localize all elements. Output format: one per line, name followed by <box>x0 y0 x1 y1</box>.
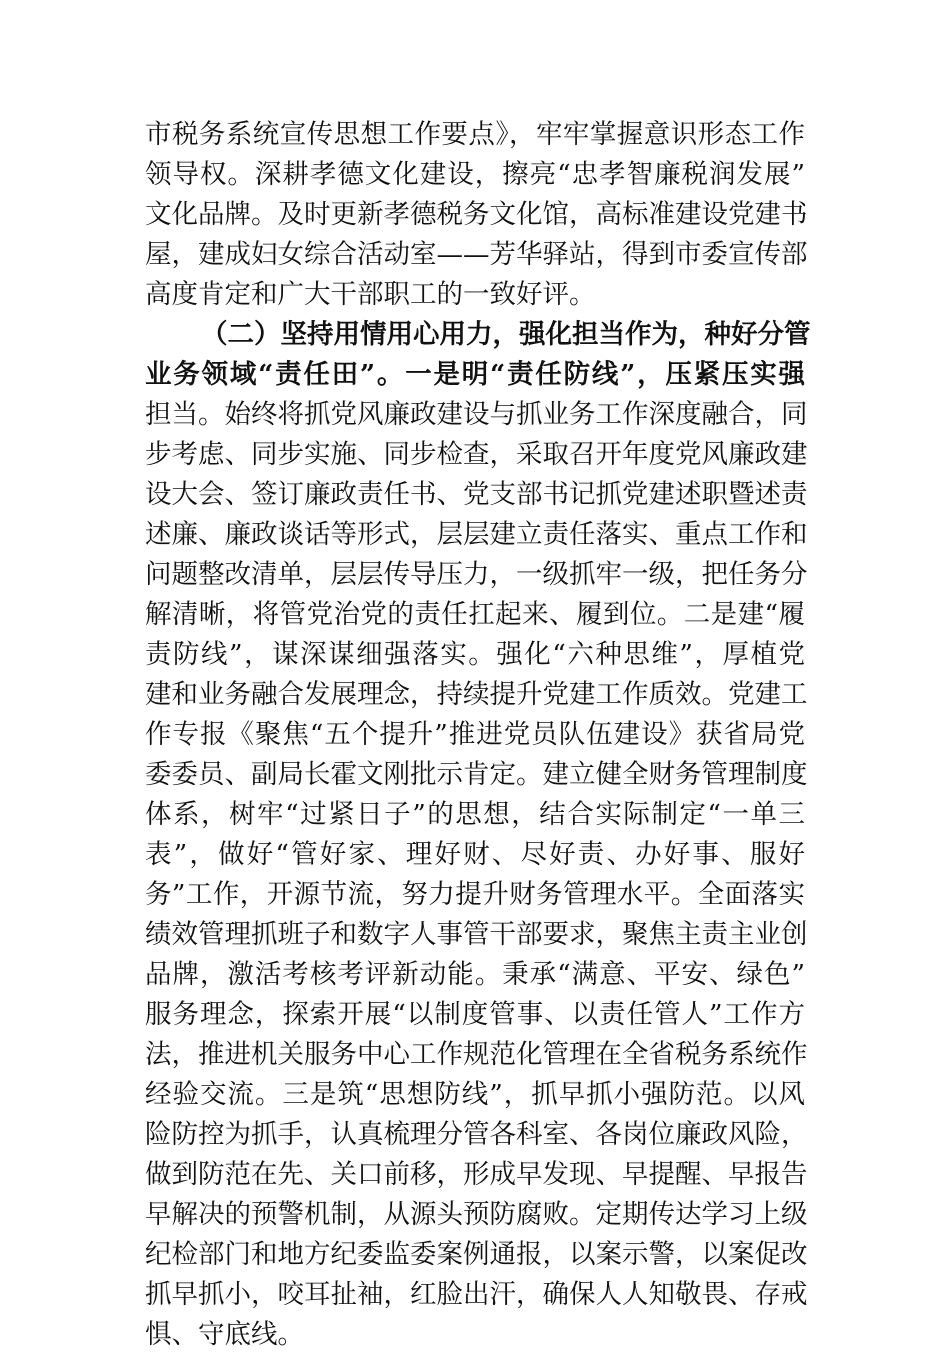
text-line: 惧、守底线。 <box>145 1319 304 1350</box>
text-line: 担当。始终将抓党风廉政建设与抓业务工作深度融合，同 <box>145 399 808 430</box>
text-line: 高度肯定和广大干部职工的一致好评。 <box>145 279 596 310</box>
text-line: 体系，树牢“过紧日子”的思想，结合实际制定“一单三 <box>145 799 805 830</box>
text-line: 纪检部门和地方纪委监委案例通报，以案示警，以案促改 <box>145 1239 808 1270</box>
text-line: 险防控为抓手，认真梳理分管各科室、各岗位廉政风险， <box>145 1119 808 1150</box>
text-line: 市税务系统宣传思想工作要点》，牢牢掌握意识形态工作 <box>145 119 805 150</box>
text-line: 屋，建成妇女综合活动室——芳华驿站，得到市委宣传部 <box>145 239 808 270</box>
text-line: 作专报《聚焦“五个提升”推进党员队伍建设》获省局党 <box>145 719 805 750</box>
text-line: 领导权。深耕孝德文化建设，擦亮“忠孝智廉税润发展” <box>145 159 805 190</box>
text-line: 法，推进机关服务中心工作规范化管理在全省税务系统作 <box>145 1039 808 1070</box>
text-line: 早解决的预警机制，从源头预防腐败。定期传达学习上级 <box>145 1199 808 1230</box>
text-line: 步考虑、同步实施、同步检查，采取召开年度党风廉政建 <box>145 439 808 470</box>
text-line: 品牌，激活考核考评新动能。秉承“满意、平安、绿色” <box>145 959 805 990</box>
text-line: 抓早抓小，咬耳扯袖，红脸出汗，确保人人知敬畏、存戒 <box>145 1279 808 1310</box>
text-line: 责防线”，谋深谋细强落实。强化“六种思维”，厚植党 <box>145 639 805 670</box>
text-line: 表”，做好“管好家、理好财、尽好责、办好事、服好 <box>145 839 805 870</box>
text-line: 问题整改清单，层层传导压力，一级抓牢一级，把任务分 <box>145 559 808 590</box>
text-line: 建和业务融合发展理念，持续提升党建工作质效。党建工 <box>145 679 808 710</box>
text-line: 述廉、廉政谈话等形式，层层建立责任落实、重点工作和 <box>145 519 808 550</box>
text-line: 解清晰，将管党治党的责任扛起来、履到位。二是建“履 <box>145 599 805 630</box>
text-line: 服务理念，探索开展“以制度管事、以责任管人”工作方 <box>145 999 805 1030</box>
text-line: 经验交流。三是筑“思想防线”，抓早抓小强防范。以风 <box>145 1079 805 1110</box>
section-heading: （二）坚持用情用心用力，强化担当作为，种好分管 <box>201 319 811 350</box>
text-line: 委委员、副局长霍文刚批示肯定。建立健全财务管理制度 <box>145 759 808 790</box>
text-line: 设大会、签订廉政责任书、党支部书记抓党建述职暨述责 <box>145 479 808 510</box>
text-line: 做到防范在先、关口前移，形成早发现、早提醒、早报告 <box>145 1159 808 1190</box>
text-line: 务”工作，开源节流，努力提升财务管理水平。全面落实 <box>145 879 805 910</box>
text-line: 文化品牌。及时更新孝德税务文化馆，高标准建设党建书 <box>145 199 808 230</box>
text-line: 绩效管理抓班子和数字人事管干部要求，聚焦主责主业创 <box>145 919 808 950</box>
text-line: 业务领域“责任田”。一是明“责任防线”，压紧压实强 <box>145 359 805 390</box>
